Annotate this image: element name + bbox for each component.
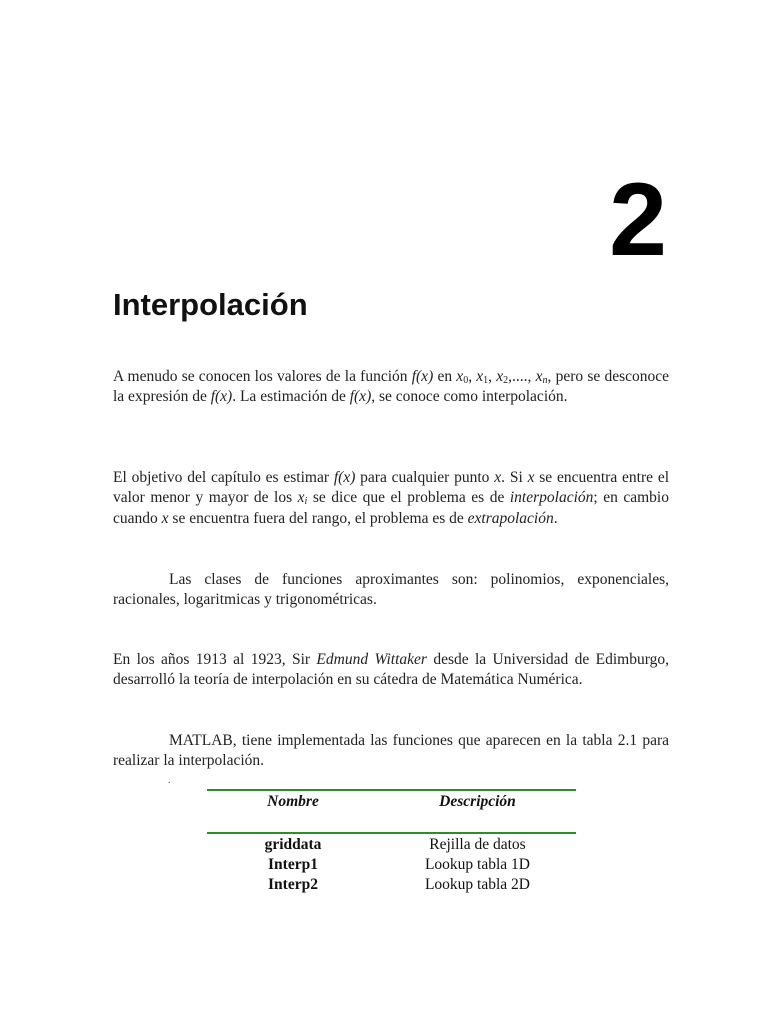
- paragraph-intro: A menudo se conocen los valores de la función f(x) en $x_0$, $x_1$, $x_2$,...., $x_n$, pero se desconoce la expresión de f(x). La estimación de f(x), se conoce como interpolación.: [113, 368, 670, 406]
- chapter-number: 2: [609, 162, 667, 278]
- paragraph-objective: El objetivo del capítulo es estimar f(x) para cualquier punto x. Si x se encuentra entre el valor menor y mayor de los $x_i$ se dice que el problema es de interpolación; en cambio cuando x se encuentra fuera del rango, el problema es de extrapolación.: [113, 469, 670, 527]
- table-row: [207, 855, 576, 875]
- function-description: Lookup tabla 1D: [424, 856, 531, 873]
- paragraph-matlab: MATLAB, tiene implementada las funciones que aparecen en la tabla 2.1 para realizar la interpolación.: [113, 732, 669, 770]
- fx-term: f(x): [411, 368, 434, 385]
- header-descripcion: Descripción: [439, 793, 516, 810]
- table-header: [207, 791, 576, 834]
- stray-dot: .: [168, 775, 171, 786]
- chapter-title: Interpolación: [113, 287, 308, 322]
- function-description: Rejilla de datos: [429, 836, 526, 853]
- paragraph-function-classes: Las clases de funciones aproximantes son: polinomios, exponenciales, racionales, logaritmicas y trigonométricas.: [113, 571, 669, 609]
- table-row: [207, 835, 576, 855]
- table-row: [207, 875, 576, 895]
- person-name: Edmund Wittaker: [316, 651, 427, 668]
- function-description: Lookup tabla 2D: [424, 876, 531, 893]
- header-nombre: Nombre: [267, 793, 319, 810]
- interpolation-term: interpolación: [509, 489, 594, 507]
- function-name: Interp2: [268, 876, 318, 893]
- function-name: griddata: [264, 836, 322, 853]
- function-name: Interp1: [268, 856, 318, 873]
- functions-table: [207, 789, 576, 895]
- extrapolation-term: extrapolación: [467, 509, 554, 527]
- paragraph-history: En los años 1913 al 1923, Sir Edmund Wittaker desde la Universidad de Edimburgo, desarrolló la teoría de interpolación en su cátedra de Matemática Numérica.: [113, 651, 669, 689]
